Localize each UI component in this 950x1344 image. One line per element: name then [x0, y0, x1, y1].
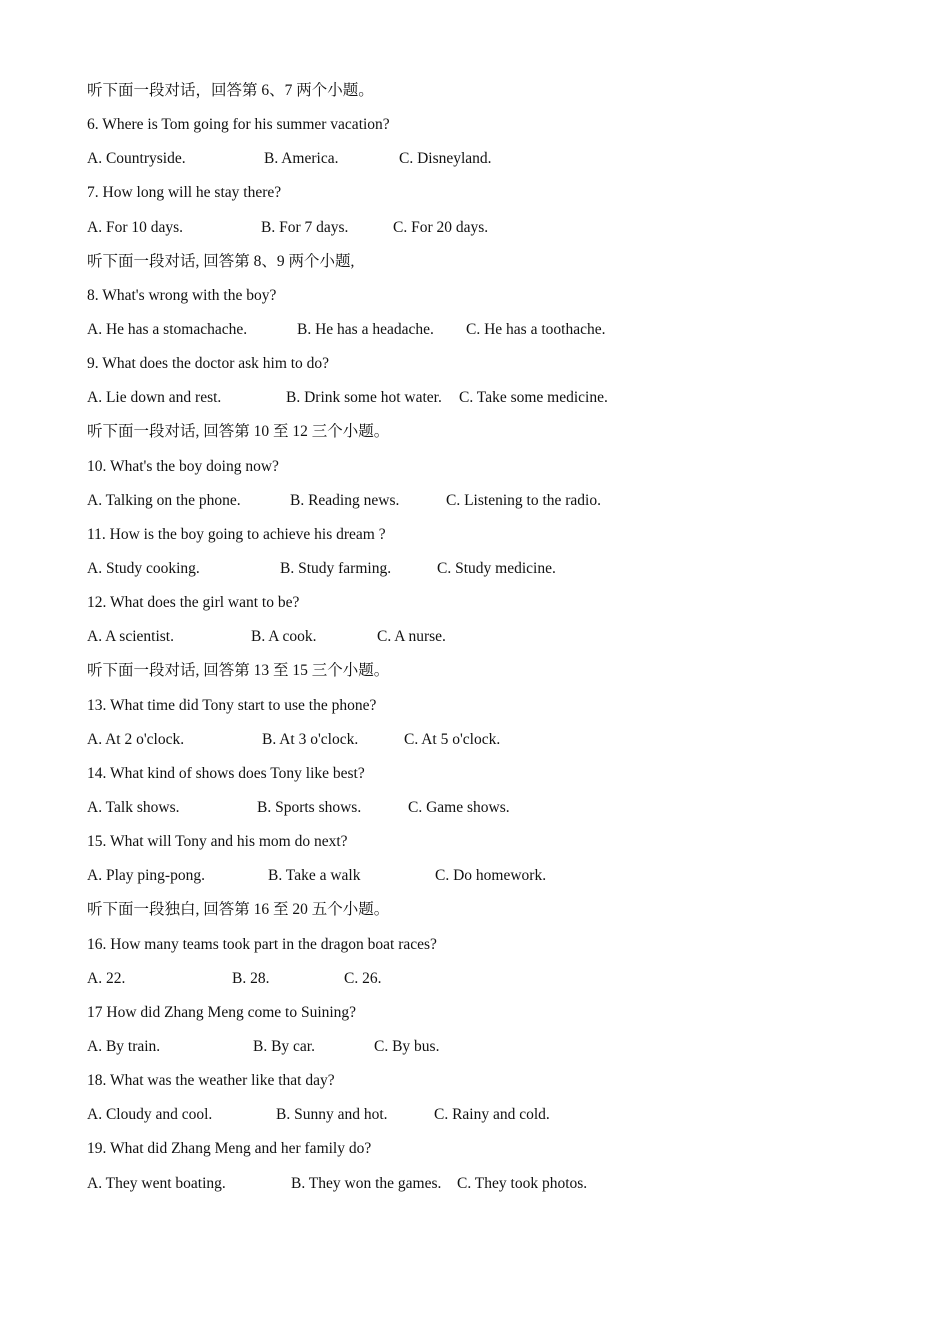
option-c: C. At 5 o'clock. — [404, 730, 501, 748]
option-c: C. Disneyland. — [399, 150, 492, 168]
answer-options — [87, 865, 907, 899]
answer-options — [87, 1036, 907, 1070]
section-instruction: 听下面一段独白, 回答第 16 至 20 五个小题。 — [87, 901, 390, 919]
question-text: 12. What does the girl want to be? — [87, 594, 300, 612]
option-a: A. By train. — [87, 1037, 161, 1055]
option-b: B. Sunny and hot. — [276, 1106, 388, 1124]
option-b: B. They won the games. — [291, 1174, 442, 1192]
question-text: 16. How many teams took part in the dragon boat races? — [87, 935, 437, 953]
section-instruction: 听下面一段对话, 回答第 13 至 15 三个小题。 — [87, 662, 390, 680]
question-text: 14. What kind of shows does Tony like best? — [87, 764, 365, 782]
option-c: C. He has a toothache. — [466, 320, 606, 338]
option-c: C. For 20 days. — [393, 218, 489, 236]
answer-options — [87, 148, 907, 182]
option-b: B. For 7 days. — [261, 218, 349, 236]
section-instruction: 听下面一段对话, 回答第 8、9 两个小题, — [87, 252, 355, 270]
question-text: 9. What does the doctor ask him to do? — [87, 355, 330, 373]
option-b: B. America. — [264, 150, 339, 168]
option-a: A. They went boating. — [87, 1174, 226, 1192]
option-c: C. 26. — [344, 969, 382, 987]
option-c: C. Take some medicine. — [459, 389, 608, 407]
question-text: 10. What's the boy doing now? — [87, 457, 279, 475]
section-instruction: 听下面一段对话，回答第 6、7 两个小题。 — [87, 82, 374, 99]
answer-options — [87, 558, 907, 592]
option-a: A. A scientist. — [87, 628, 174, 646]
question-text: 17 How did Zhang Meng come to Suining? — [87, 1003, 357, 1021]
option-b: B. Drink some hot water. — [286, 389, 442, 407]
option-a: A. At 2 o'clock. — [87, 730, 185, 748]
option-b: B. By car. — [253, 1037, 315, 1055]
question-text: 19. What did Zhang Meng and her family do? — [87, 1140, 372, 1158]
option-c: C. They took photos. — [457, 1174, 588, 1192]
question-text: 18. What was the weather like that day? — [87, 1072, 335, 1090]
option-a: A. Talk shows. — [87, 798, 180, 816]
option-b: B. At 3 o'clock. — [262, 730, 359, 748]
answer-options — [87, 729, 907, 763]
option-c: C. By bus. — [374, 1037, 440, 1055]
question-text: 6. Where is Tom going for his summer vacation? — [87, 116, 390, 134]
option-c: C. Do homework. — [435, 867, 547, 885]
option-a: A. Lie down and rest. — [87, 389, 222, 407]
section-instruction: 听下面一段对话, 回答第 10 至 12 三个小题。 — [87, 423, 390, 441]
option-a: A. He has a stomachache. — [87, 320, 248, 338]
option-c: C. Game shows. — [408, 798, 510, 816]
answer-options — [87, 1104, 907, 1138]
answer-options — [87, 968, 907, 1002]
answer-options — [87, 626, 907, 660]
option-b: B. Take a walk — [268, 867, 361, 885]
option-b: B. Reading news. — [290, 491, 400, 509]
answer-options — [87, 217, 907, 251]
option-b: B. A cook. — [251, 628, 317, 646]
option-a: A. Cloudy and cool. — [87, 1106, 213, 1124]
option-b: B. Study farming. — [280, 559, 392, 577]
option-c: C. Listening to the radio. — [446, 491, 601, 509]
option-c: C. Rainy and cold. — [434, 1106, 550, 1124]
exam-page — [87, 80, 907, 1207]
answer-options — [87, 797, 907, 831]
listening-section — [87, 80, 907, 1207]
option-c: C. A nurse. — [377, 628, 446, 646]
answer-options — [87, 319, 907, 353]
answer-options — [87, 1173, 907, 1207]
option-a: A. Countryside. — [87, 150, 186, 168]
question-text: 11. How is the boy going to achieve his dream ? — [87, 525, 386, 543]
option-b: B. Sports shows. — [257, 798, 362, 816]
option-c: C. Study medicine. — [437, 559, 556, 577]
option-a: A. Study cooking. — [87, 559, 200, 577]
option-b: B. 28. — [232, 969, 270, 987]
option-a: A. Play ping-pong. — [87, 867, 205, 885]
answer-options — [87, 387, 907, 421]
question-text: 15. What will Tony and his mom do next? — [87, 833, 348, 851]
option-a: A. 22. — [87, 969, 126, 987]
question-text: 13. What time did Tony start to use the phone? — [87, 696, 377, 714]
question-text: 7. How long will he stay there? — [87, 184, 282, 202]
answer-options — [87, 490, 907, 524]
option-b: B. He has a headache. — [297, 320, 434, 338]
option-a: A. Talking on the phone. — [87, 491, 241, 509]
option-a: A. For 10 days. — [87, 218, 184, 236]
question-text: 8. What's wrong with the boy? — [87, 286, 277, 304]
